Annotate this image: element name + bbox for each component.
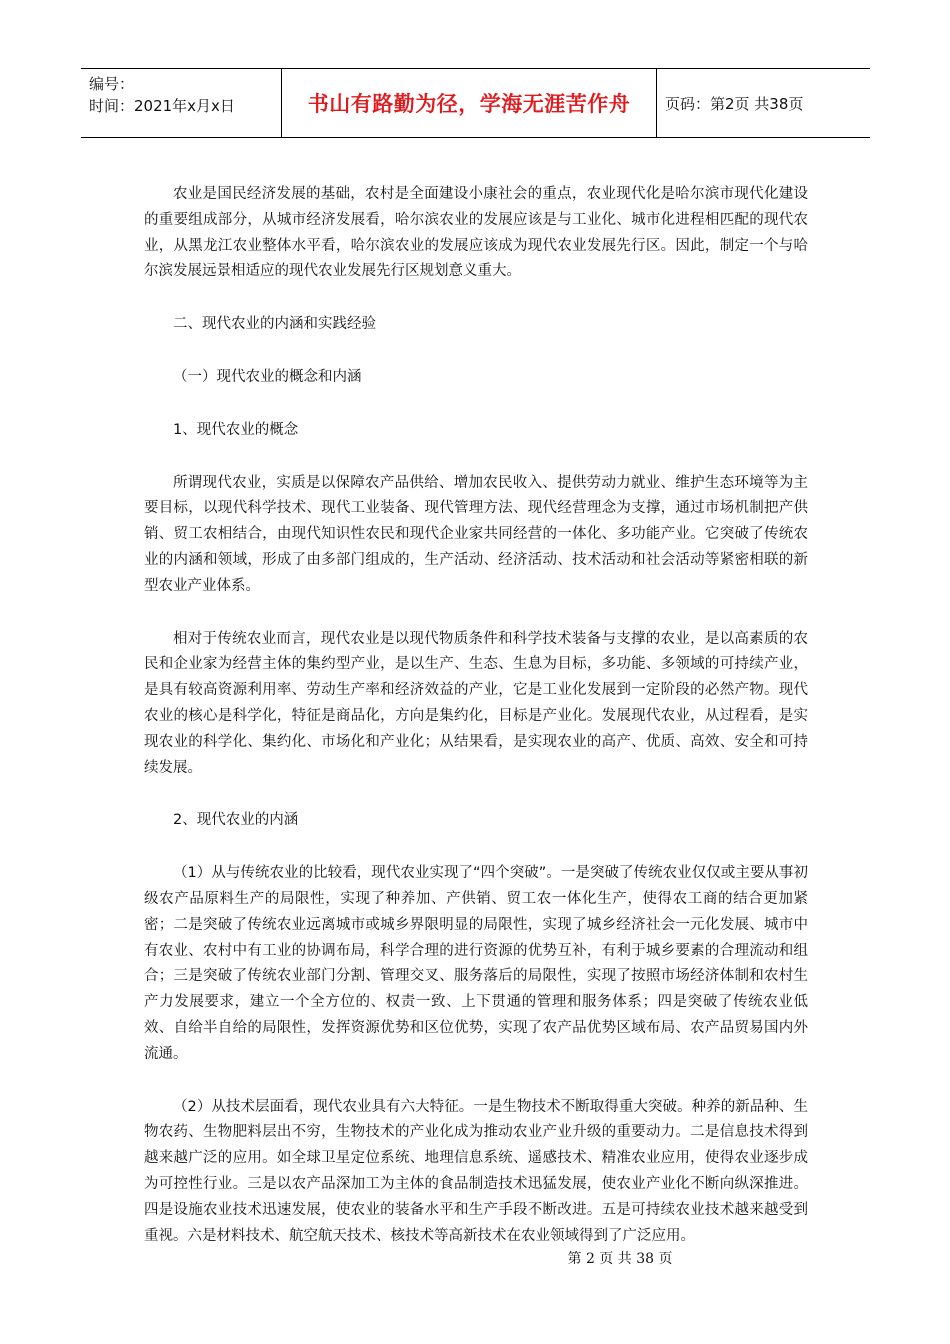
- header-page-info: 页码：第2页 共38页: [665, 94, 804, 113]
- document-code-label: 编号：: [89, 75, 135, 93]
- document-body: [144, 182, 808, 1249]
- subheading-concept: 1、现代农业的概念: [173, 421, 299, 438]
- section-heading: 二、现代农业的内涵和实践经验: [173, 316, 376, 333]
- document-date: 时间：2021年x月x日: [89, 97, 235, 115]
- page-header: [81, 68, 870, 138]
- paragraph-four-breakthroughs: （1）从与传统农业的比较看，现代农业实现了“四个突破”。一是突破了传统农业仅仅或主要从事初级农产品原料生产的局限性，实现了种养加、产供销、贸工农一体化生产，使得农工商的结合更加紧密；二是突破了传统农业远离城市或城乡界限明显的局限性，实现了城乡经济社会一元化发展、城市中有农业、农村中有工业的协调布局，科学合理的进行资源的优势互补，有利于城乡要素的合理流动和组合；三是突破了传统农业部门分割、管理交叉、服务落后的局限性，实现了按照市场经济体制和农村生产力发展要求，建立一个全方位的、权责一致、上下贯通的管理和服务体系；四是突破了传统农业低效、自给半自给的局限性，发挥资源优势和区位优势，实现了农产品优势区域布局、农产品贸易国内外流通。: [144, 865, 808, 1062]
- paragraph-concept: 所谓现代农业，实质是以保障农产品供给、增加农民收入、提供劳动力就业、维护生态环境等为主要目标，以现代科学技术、现代工业装备、现代管理方法、现代经营理念为支撑，通过市场机制把产供销、贸工农相结合，由现代知识性农民和现代企业家共同经营的一体化、多功能产业。它突破了传统农业的内涵和领域，形成了由多部门组成的，生产活动、经济活动、技术活动和社会活动等紧密相联的新型农业产业体系。: [144, 474, 808, 594]
- page-footer: 第 2 页 共 38 页: [567, 1251, 673, 1267]
- subsection-heading: （一）现代农业的概念和内涵: [173, 368, 362, 385]
- paragraph-comparison: 相对于传统农业而言，现代农业是以现代物质条件和科学技术装备与支撑的农业，是以高素质的农民和企业家为经营主体的集约型产业，是以生产、生态、生息为目标，多功能、多领域的可持续产业，是具有较高资源利用率、劳动生产率和经济效益的产业，它是工业化发展到一定阶段的必然产物。现代农业的核心是科学化，特征是商品化，方向是集约化，目标是产业化。发展现代农业，从过程看，是实现农业的科学化、集约化、市场化和产业化；从结果看，是实现农业的高产、优质、高效、安全和可持续发展。: [144, 630, 808, 776]
- header-meta: [81, 69, 281, 137]
- subheading-connotation: 2、现代农业的内涵: [173, 812, 299, 829]
- paragraph-intro: 农业是国民经济发展的基础，农村是全面建设小康社会的重点，农业现代化是哈尔滨市现代化建设的重要组成部分，从城市经济发展看，哈尔滨农业的发展应该是与工业化、城市化进程相匹配的现代农业，从黑龙江农业整体水平看，哈尔滨农业的发展应该成为现代农业发展先行区。因此，制定一个与哈尔滨发展远景相适应的现代农业发展先行区规划意义重大。: [144, 186, 808, 280]
- paragraph-six-features: （2）从技术层面看，现代农业具有六大特征。一是生物技术不断取得重大突破。种养的新品种、生物农药、生物肥料层出不穷，生物技术的产业化成为推动农业产业升级的重要动力。二是信息技术得到越来越广泛的应用。如全球卫星定位系统、地理信息系统、遥感技术、精准农业应用，使得农业逐步成为可控性行业。三是以农产品深加工为主体的食品制造技术迅猛发展，使农业产业化不断向纵深推进。四是设施农业技术迅速发展，使农业的装备水平和生产手段不断改进。五是可持续农业技术越来越受到重视。六是材料技术、航空航天技术、核技术等高新技术在农业领域得到了广泛应用。: [144, 1098, 808, 1244]
- header-motto: 书山有路勤为径，学海无涯苦作舟: [281, 69, 657, 137]
